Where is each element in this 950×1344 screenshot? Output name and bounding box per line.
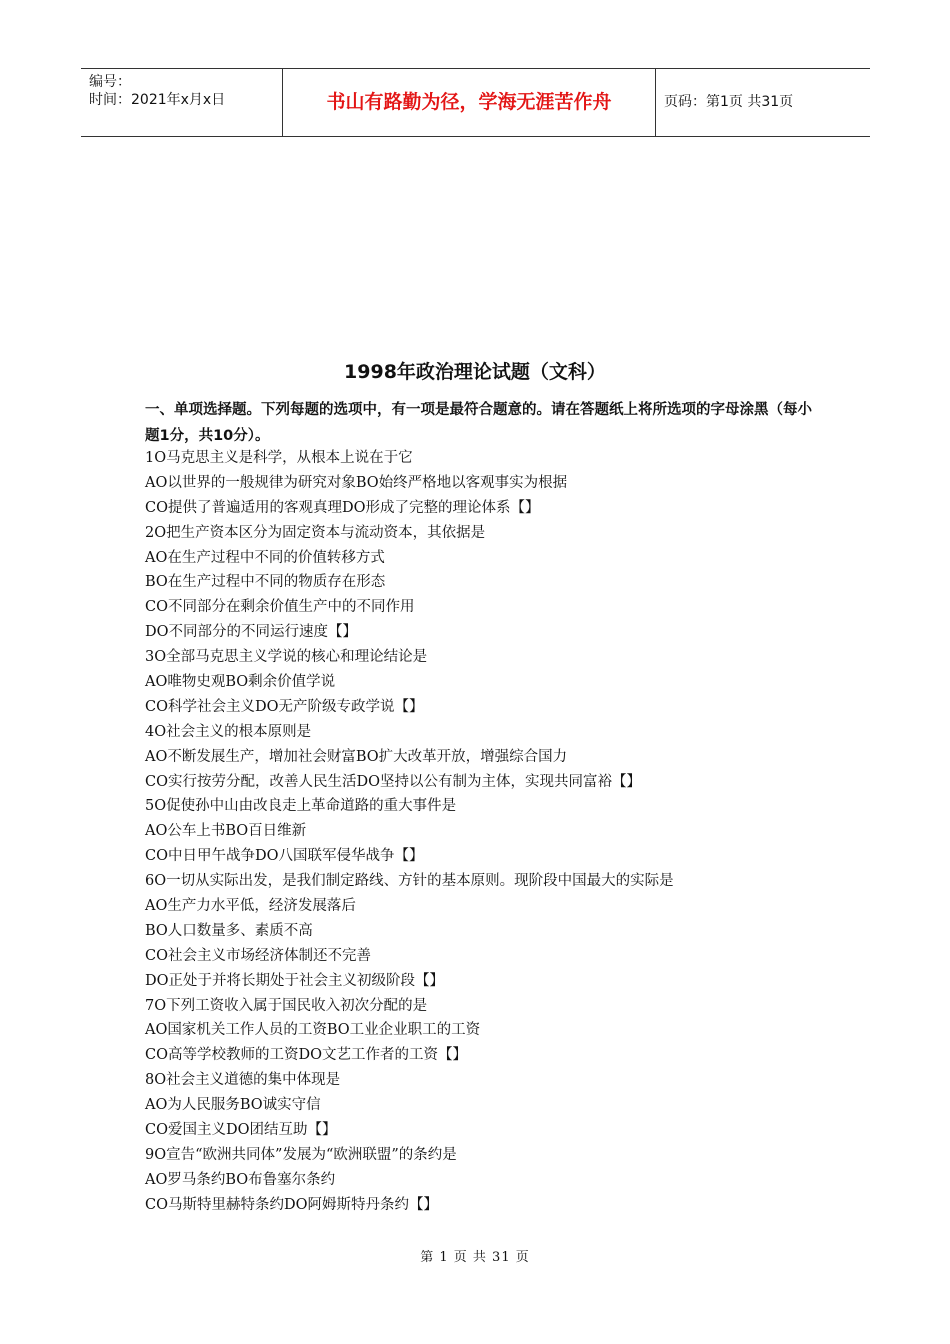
question-line: AO国家机关工作人员的工资BO工业企业职工的工资 (145, 1022, 481, 1039)
question-line: CO提供了普遍适用的客观真理DO形成了完整的理论体系【】 (145, 499, 540, 516)
header-table (81, 68, 870, 137)
section-instruction: 一、单项选择题。下列每题的选项中，有一项是最符合题意的。请在答题纸上将所选项的字母涂黑（每小题1分，共10分）。 (145, 402, 812, 444)
question-line: 1O马克思主义是科学，从根本上说在于它 (145, 450, 413, 466)
question-line: CO科学社会主义DO无产阶级专政学说【】 (145, 698, 424, 715)
question-line: AO公车上书BO百日维新 (145, 823, 307, 840)
question-line: CO高等学校教师的工资DO文艺工作者的工资【】 (145, 1047, 467, 1064)
question-line: 6O一切从实际出发，是我们制定路线、方针的基本原则。现阶段中国最大的实际是 (145, 873, 674, 890)
document-title: 1998年政治理论试题（文科） (344, 361, 606, 383)
question-line: CO马斯特里赫特条约DO阿姆斯特丹条约【】 (145, 1196, 438, 1213)
question-line: CO社会主义市场经济体制还不完善 (145, 947, 371, 964)
question-line: AO不断发展生产，增加社会财富BO扩大改革开放，增强综合国力 (145, 748, 568, 765)
page-info: 页码：第1页 共31页 (664, 94, 794, 110)
question-line: AO以世界的一般规律为研究对象BO始终严格地以客观事实为根据 (145, 474, 568, 491)
number-label: 编号： (89, 74, 131, 90)
question-list (145, 446, 845, 1218)
question-line: 5O促使孙中山由改良走上革命道路的重大事件是 (145, 798, 457, 815)
question-line: CO实行按劳分配，改善人民生活DO坚持以公有制为主体，实现共同富裕【】 (145, 773, 641, 790)
question-line: 8O社会主义道德的集中体现是 (145, 1072, 341, 1089)
question-line: AO为人民服务BO诚实守信 (145, 1097, 321, 1114)
question-line: CO爱国主义DO团结互助【】 (145, 1122, 337, 1139)
question-line: 9O宣告“欧洲共同体”发展为“欧洲联盟”的条约是 (145, 1146, 457, 1163)
question-line: AO罗马条约BO布鲁塞尔条约 (145, 1171, 336, 1188)
page-footer: 第 1 页 共 31 页 (420, 1250, 530, 1265)
question-line: CO中日甲午战争DO八国联军侵华战争【】 (145, 848, 424, 865)
question-line: 2O把生产资本区分为固定资本与流动资本，其依据是 (145, 524, 486, 541)
question-line: DO正处于并将长期处于社会主义初级阶段【】 (145, 972, 445, 989)
question-line: 4O社会主义的根本原则是 (145, 723, 312, 740)
question-line: 3O全部马克思主义学说的核心和理论结论是 (145, 649, 428, 666)
question-line: AO生产力水平低，经济发展落后 (145, 898, 356, 915)
question-line: AO唯物史观BO剩余价值学说 (145, 674, 336, 691)
header-meta-cell (81, 69, 283, 136)
question-line: BO人口数量多、素质不高 (145, 922, 313, 939)
motto: 书山有路勤为径，学海无涯苦作舟 (283, 69, 656, 136)
question-line: DO不同部分的不同运行速度【】 (145, 624, 358, 641)
question-line: BO在生产过程中不同的物质存在形态 (145, 574, 386, 591)
question-line: 7O下列工资收入属于国民收入初次分配的是 (145, 997, 428, 1014)
question-line: CO不同部分在剩余价值生产中的不同作用 (145, 599, 415, 616)
question-line: AO在生产过程中不同的价值转移方式 (145, 549, 385, 566)
date-line: 时间：2021年x月x日 (89, 92, 226, 108)
